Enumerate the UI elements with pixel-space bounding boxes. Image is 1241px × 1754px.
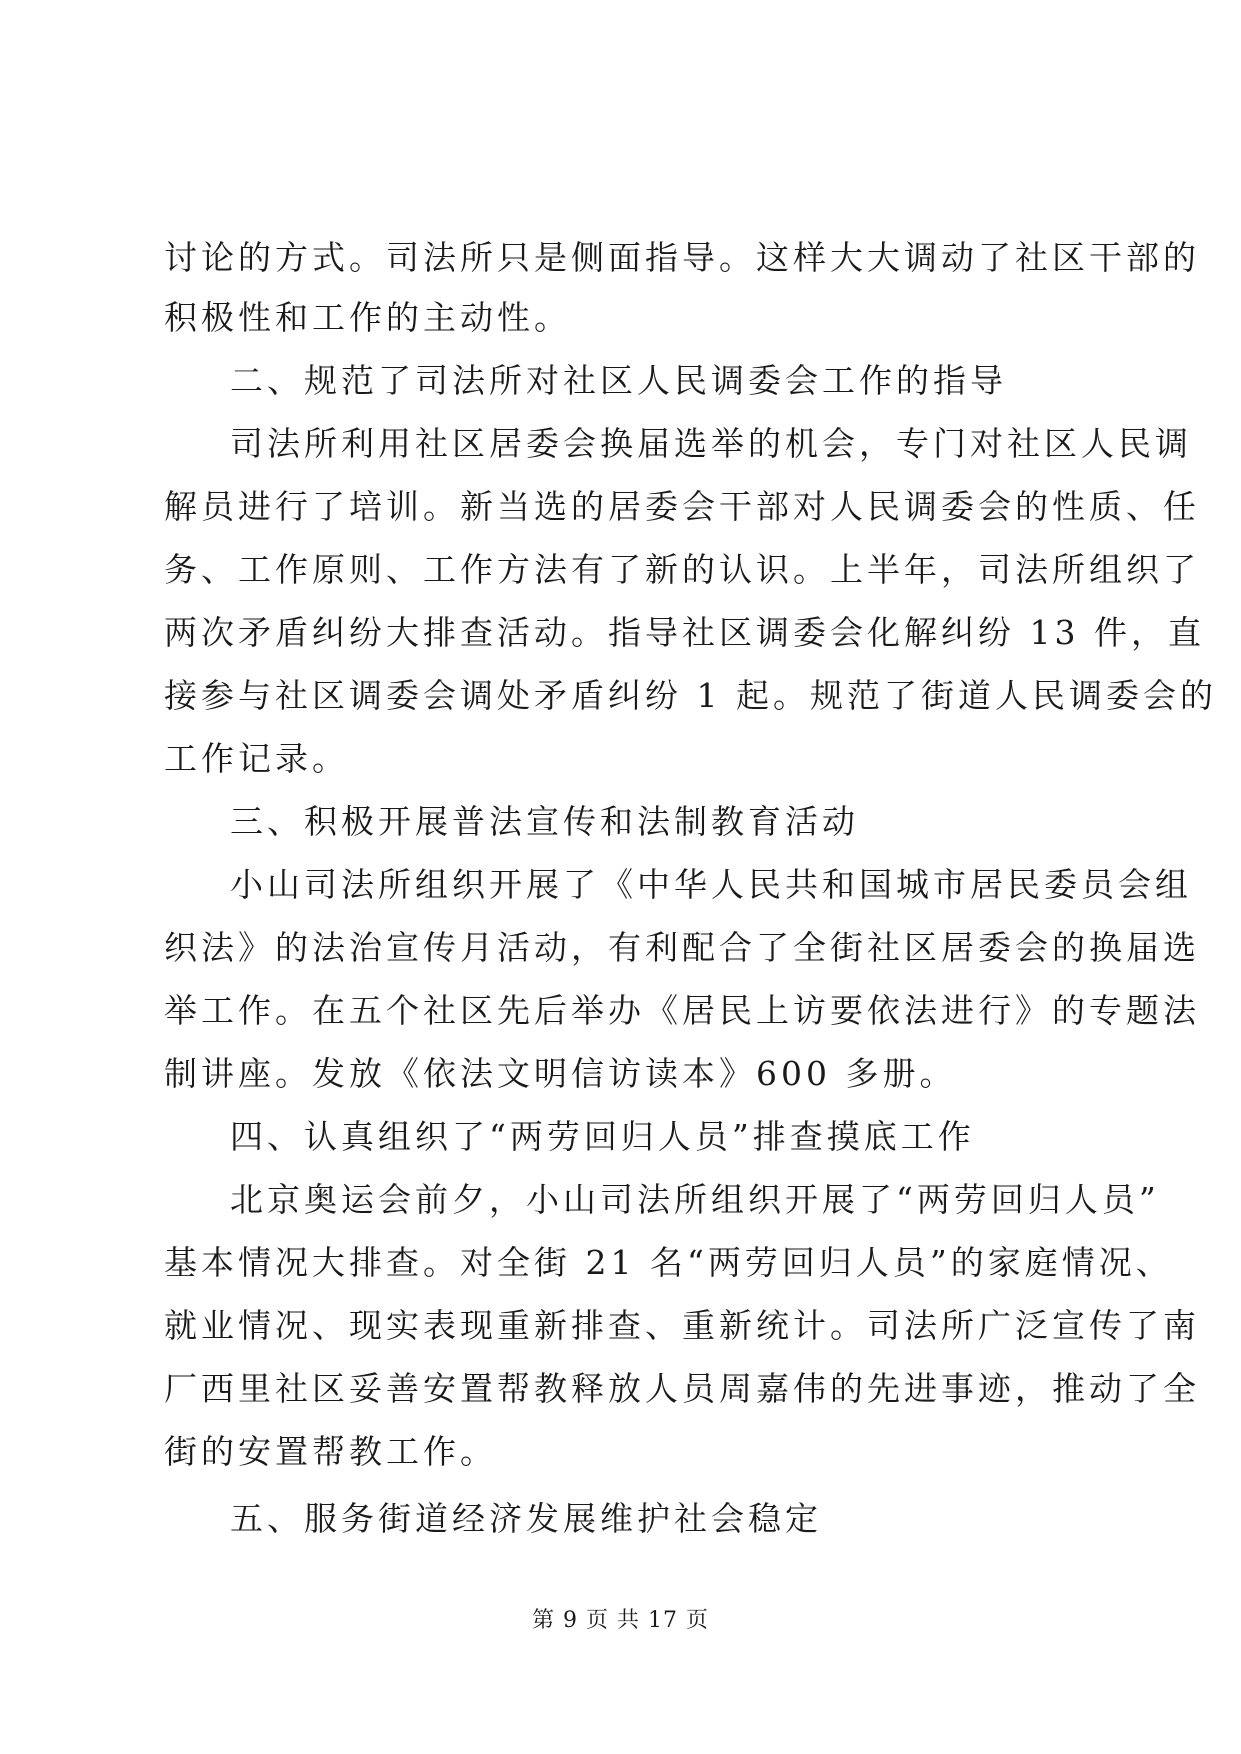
body-text-line: 基本情况大排查。对全街 21 名“两劳回归人员”的家庭情况、 bbox=[164, 1243, 1173, 1282]
body-text-line: 讨论的方式。司法所只是侧面指导。这样大大调动了社区干部的 bbox=[164, 238, 1200, 277]
body-text-line: 工作记录。 bbox=[164, 739, 349, 778]
body-text-line: 织法》的法治宣传月活动，有利配合了全街社区居委会的换届选 bbox=[164, 928, 1200, 967]
body-text-line: 制讲座。发放《依法文明信访读本》600 多册。 bbox=[164, 1054, 957, 1093]
body-text-line: 小山司法所组织开展了《中华人民共和国城市居民委员会组 bbox=[230, 865, 1192, 904]
body-text-line: 解员进行了培训。新当选的居委会干部对人民调委会的性质、任 bbox=[164, 487, 1200, 526]
body-text-line: 就业情况、现实表现重新排查、重新统计。司法所广泛宣传了南 bbox=[164, 1306, 1200, 1345]
section-heading: 四、认真组织了“两劳回归人员”排查摸底工作 bbox=[230, 1117, 975, 1156]
page-number-footer: 第 9 页 共 17 页 bbox=[532, 1608, 709, 1633]
section-heading: 五、服务街道经济发展维护社会稳定 bbox=[230, 1499, 822, 1538]
section-heading: 三、积极开展普法宣传和法制教育活动 bbox=[230, 802, 859, 841]
body-text-line: 两次矛盾纠纷大排查活动。指导社区调委会化解纠纷 13 件，直 bbox=[164, 613, 1205, 652]
body-text-line: 北京奥运会前夕，小山司法所组织开展了“两劳回归人员” bbox=[230, 1180, 1160, 1219]
body-text-line: 积极性和工作的主动性。 bbox=[164, 298, 571, 337]
body-text-line: 厂西里社区妥善安置帮教释放人员周嘉伟的先进事迹，推动了全 bbox=[164, 1369, 1200, 1408]
body-text-line: 接参与社区调委会调处矛盾纠纷 1 起。规范了街道人民调委会的 bbox=[164, 676, 1217, 715]
body-text-line: 举工作。在五个社区先后举办《居民上访要依法进行》的专题法 bbox=[164, 991, 1200, 1030]
body-text-line: 街的安置帮教工作。 bbox=[164, 1432, 497, 1471]
body-text-line: 司法所利用社区居委会换届选举的机会，专门对社区人民调 bbox=[230, 424, 1192, 463]
body-text-line: 务、工作原则、工作方法有了新的认识。上半年，司法所组织了 bbox=[164, 550, 1200, 589]
section-heading: 二、规范了司法所对社区人民调委会工作的指导 bbox=[230, 361, 1007, 400]
